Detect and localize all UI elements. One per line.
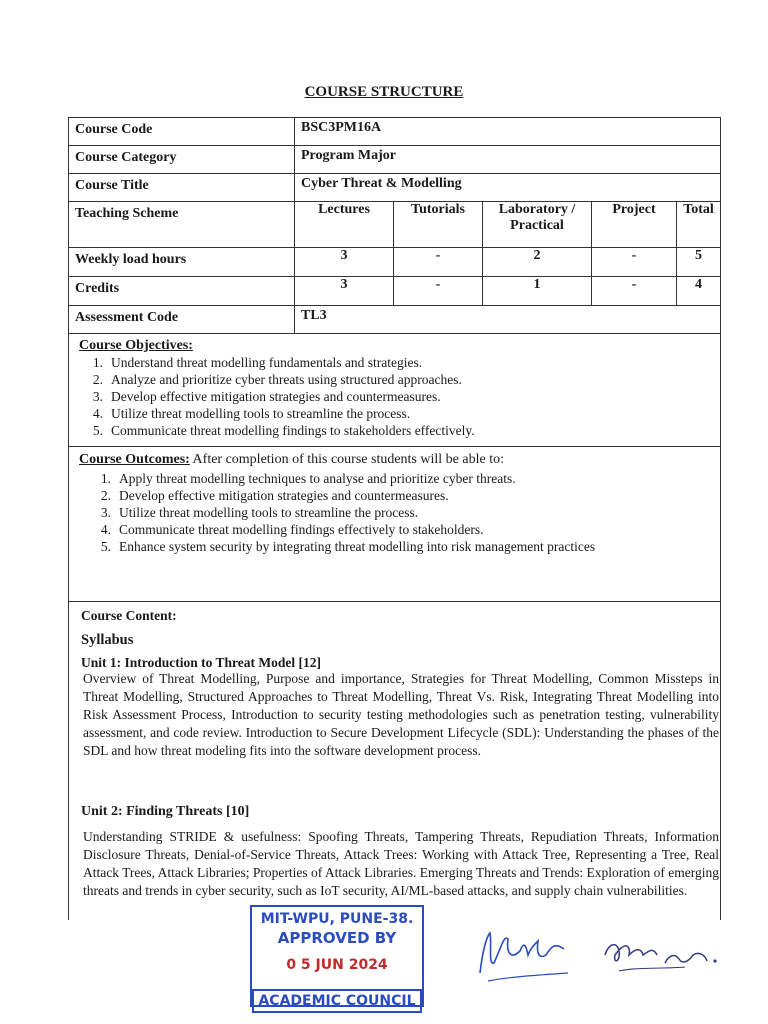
syllabus-heading: Syllabus — [81, 632, 134, 648]
outcomes-heading-line — [79, 452, 504, 468]
objective-item: 5. Communicate threat modelling findings to stakeholders effectively. — [92, 423, 475, 438]
objectives-heading: Course Objectives: — [79, 338, 193, 353]
course-code-label: Course Code — [69, 118, 295, 146]
weekly-load-label: Weekly load hours — [69, 248, 295, 277]
course-category-value: Program Major — [295, 146, 721, 174]
course-content-heading: Course Content: — [81, 608, 177, 623]
outcome-item: 4. Communicate threat modelling findings effectively to stakeholders. — [100, 522, 484, 537]
course-content-section — [68, 602, 721, 920]
outcome-item: 5. Enhance system security by integrating threat modelling into risk management practices — [100, 539, 596, 554]
course-title-value: Cyber Threat & Modelling — [295, 174, 721, 202]
course-outcomes-section — [68, 447, 721, 602]
unit2-title: Unit 2: Finding Threats [10] — [81, 804, 250, 819]
credits-laboratory: 1 — [483, 277, 592, 306]
objective-item: 3. Develop effective mitigation strategies and countermeasures. — [92, 389, 441, 404]
objectives-list — [81, 354, 475, 439]
signature-two — [595, 925, 735, 985]
approval-stamp — [250, 905, 424, 1007]
outcomes-list — [89, 470, 629, 555]
course-category-label: Course Category — [69, 146, 295, 174]
scheme-header-lectures: Lectures — [295, 202, 394, 248]
scheme-header-project: Project — [592, 202, 677, 248]
unit1-title: Unit 1: Introduction to Threat Model [12] — [81, 655, 322, 670]
assessment-code-label: Assessment Code — [69, 306, 295, 334]
course-title-label: Course Title — [69, 174, 295, 202]
outcome-item: 2. Develop effective mitigation strategies and countermeasures. — [100, 488, 449, 503]
credits-label: Credits — [69, 277, 295, 306]
credits-lectures: 3 — [295, 277, 394, 306]
outcome-item: 1. Apply threat modelling techniques to analyse and prioritize cyber threats. — [100, 471, 516, 486]
credits-tutorials: - — [394, 277, 483, 306]
stamp-line-date: 0 5 JUN 2024 — [286, 957, 388, 973]
outcomes-heading: Course Outcomes: — [79, 452, 190, 467]
objective-item: 1. Understand threat modelling fundamentals and strategies. — [92, 355, 423, 370]
outcome-item: 3. Utilize threat modelling tools to streamline the process. — [100, 505, 419, 520]
scheme-header-laboratory: Laboratory / Practical — [483, 202, 592, 248]
course-code-value: BSC3PM16A — [295, 118, 721, 146]
stamp-line-institution: MIT-WPU, PUNE-38. — [260, 911, 414, 927]
unit2-text: Understanding STRIDE & usefulness: Spoofing Threats, Tampering Threats, Repudiation Threats, Information Disclosure Threats, Denial-of-Service Threats, Attack Trees: Working with Attack Tree, Representing a Tree, Real Attack Trees, Attack Libraries; Properties of Attack Libraries. Emerging Threats and Trends: Exploration of emerging threats and trends in cyber security, such as IoT security, AI/ML-based attacks, and supply chain vulnerabilities. — [83, 829, 719, 898]
assessment-code-value: TL3 — [295, 306, 721, 334]
weekly-laboratory: 2 — [483, 248, 592, 277]
weekly-lectures: 3 — [295, 248, 394, 277]
scheme-header-tutorials: Tutorials — [394, 202, 483, 248]
unit1-text: Overview of Threat Modelling, Purpose and importance, Strategies for Threat Modelling, Common Missteps in Threat Modelling, Structured Approaches to Threat Modelling, Threat Vs. Risk, Integrating Threat Modelling into Risk Assessment Process, Introduction to security testing methodologies such as penetration testing, vulnerability assessment, and code review. Introduction to Secure Development Lifecycle (SDL): Understanding the phases of the SDL and how threat modeling fits into the software development process. — [83, 671, 719, 758]
weekly-project: - — [592, 248, 677, 277]
weekly-tutorials: - — [394, 248, 483, 277]
course-objectives-section — [68, 333, 721, 447]
signature-one — [468, 915, 578, 995]
scheme-header-total: Total — [677, 202, 721, 248]
credits-project: - — [592, 277, 677, 306]
stamp-line-approved: APPROVED BY — [277, 929, 397, 947]
weekly-total: 5 — [677, 248, 721, 277]
objective-item: 4. Utilize threat modelling tools to streamline the process. — [92, 406, 411, 421]
objective-item: 2. Analyze and prioritize cyber threats using structured approaches. — [92, 372, 462, 387]
credits-total: 4 — [677, 277, 721, 306]
outcomes-intro: After completion of this course students will be able to: — [189, 452, 504, 467]
teaching-scheme-label: Teaching Scheme — [69, 202, 295, 248]
page-title: COURSE STRUCTURE — [304, 84, 464, 100]
course-info-table — [68, 117, 721, 334]
stamp-line-council: ACADEMIC COUNCIL — [252, 989, 422, 1013]
